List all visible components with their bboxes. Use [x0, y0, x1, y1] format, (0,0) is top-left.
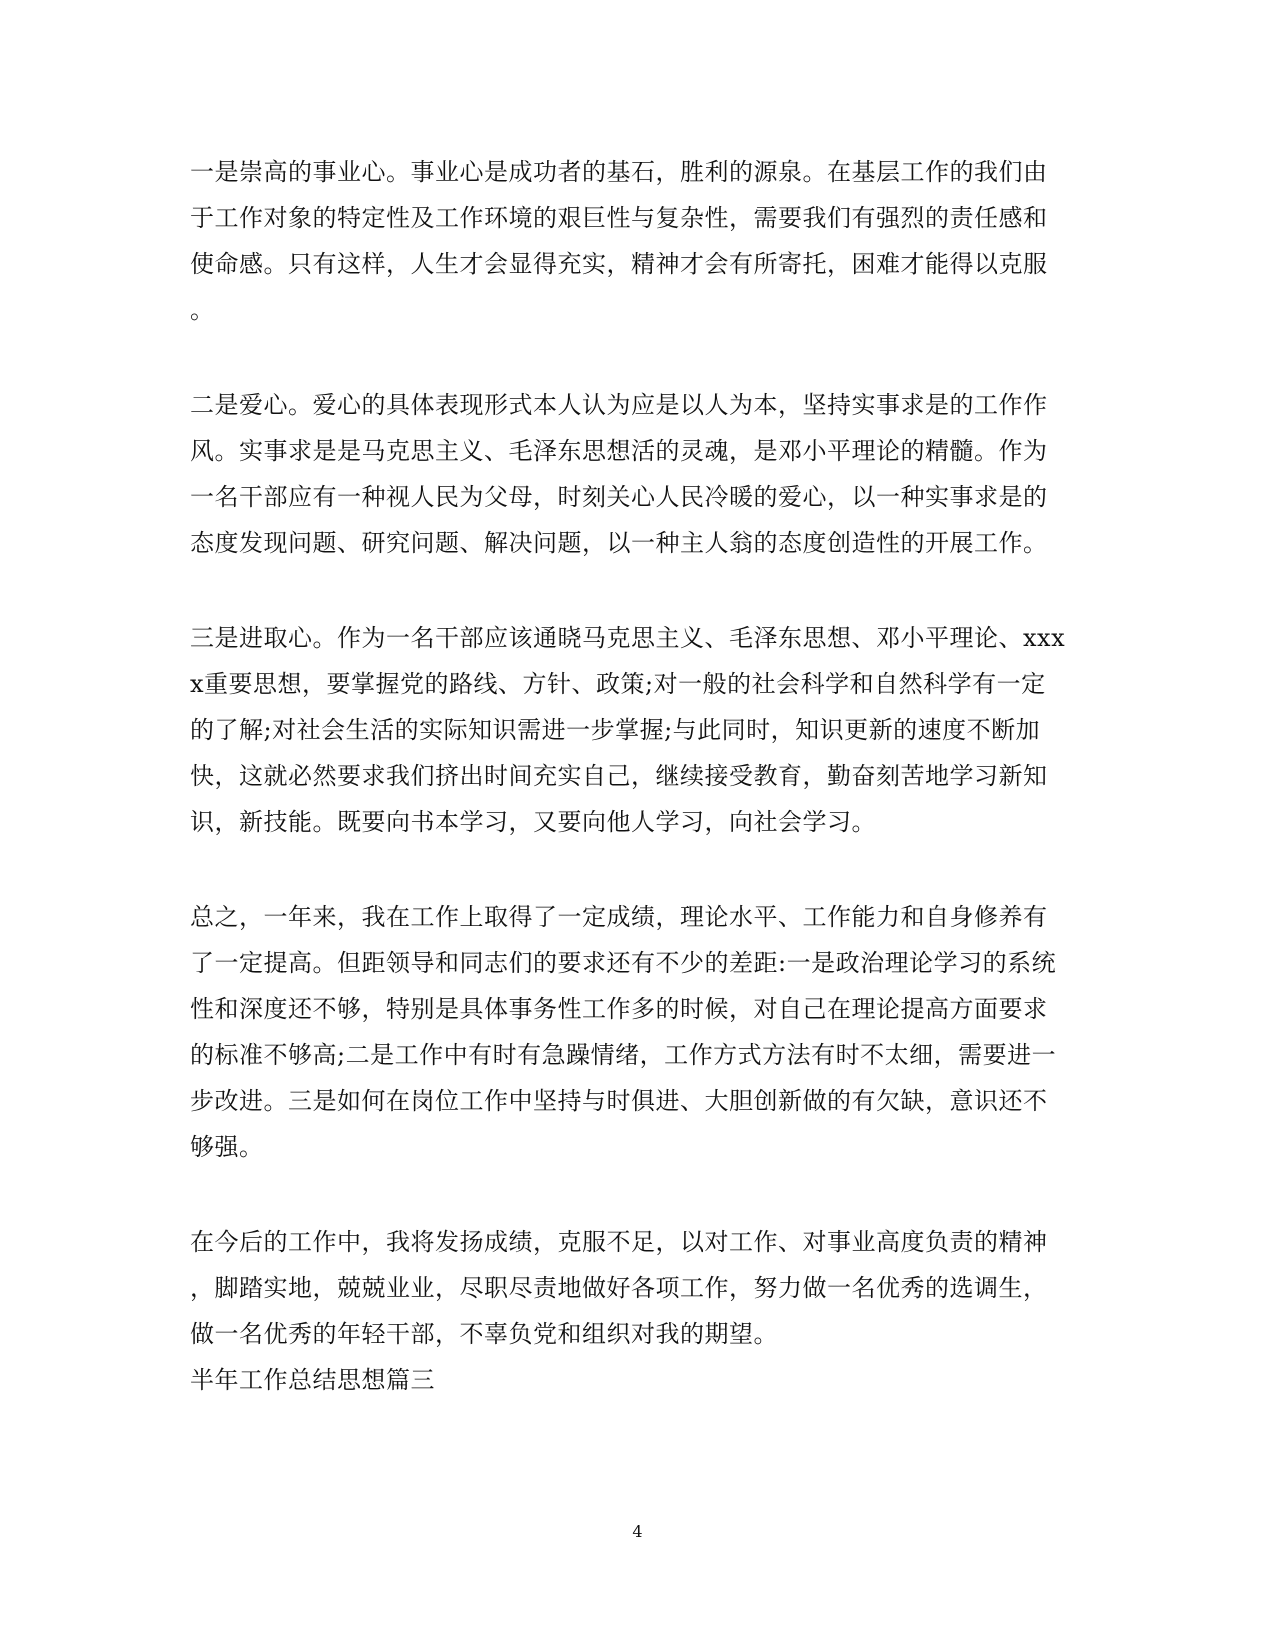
paragraph-2-line-4: 态度发现问题、研究问题、解决问题，以一种主人翁的态度创造性的开展工作。: [190, 529, 1048, 557]
paragraph-5-line-3: 做一名优秀的年轻干部，不辜负党和组织对我的期望。: [190, 1320, 778, 1348]
paragraph-2-line-3: 一名干部应有一种视人民为父母，时刻关心人民冷暖的爱心，以一种实事求是的: [190, 483, 1048, 511]
paragraph-3-line-4: 快，这就必然要求我们挤出时间充实自己，继续接受教育，勤奋刻苦地学习新知: [190, 762, 1048, 790]
paragraph-4-line-4: 的标准不够高;二是工作中有时有急躁情绪，工作方式方法有时不太细，需要进一: [190, 1041, 1057, 1069]
paragraph-4-line-5: 步改进。三是如何在岗位工作中坚持与时俱进、大胆创新做的有欠缺，意识还不: [190, 1087, 1048, 1115]
paragraph-3-line-3: 的了解;对社会生活的实际知识需进一步掌握;与此同时，知识更新的速度不断加: [190, 716, 1041, 744]
paragraph-2-line-1: 二是爱心。爱心的具体表现形式本人认为应是以人为本，坚持实事求是的工作作: [190, 391, 1048, 419]
page-number: 4: [632, 1522, 643, 1541]
paragraph-4-line-3: 性和深度还不够，特别是具体事务性工作多的时候，对自己在理论提高方面要求: [190, 995, 1048, 1023]
paragraph-3-line-1: 三是进取心。作为一名干部应该通晓马克思主义、毛泽东思想、邓小平理论、xxx: [190, 624, 1066, 652]
paragraph-5-line-1: 在今后的工作中，我将发扬成绩，克服不足，以对工作、对事业高度负责的精神: [190, 1228, 1048, 1256]
paragraph-3-line-5: 识，新技能。既要向书本学习，又要向他人学习，向社会学习。: [190, 808, 876, 836]
paragraph-1-line-3: 使命感。只有这样，人生才会显得充实，精神才会有所寄托，困难才能得以克服: [190, 250, 1048, 278]
paragraph-3-line-2: x重要思想，要掌握党的路线、方针、政策;对一般的社会科学和自然科学有一定: [190, 670, 1046, 698]
paragraph-1-line-4: 。: [190, 296, 215, 324]
paragraph-5-line-2: ，脚踏实地，兢兢业业，尽职尽责地做好各项工作，努力做一名优秀的选调生，: [190, 1274, 1048, 1302]
paragraph-4-line-1: 总之，一年来，我在工作上取得了一定成绩，理论水平、工作能力和自身修养有: [190, 903, 1048, 931]
paragraph-2-line-2: 风。实事求是是马克思主义、毛泽东思想活的灵魂，是邓小平理论的精髓。作为: [190, 437, 1048, 465]
paragraph-4-line-2: 了一定提高。但距领导和同志们的要求还有不少的差距:一是政治理论学习的系统: [190, 949, 1057, 977]
paragraph-4-line-6: 够强。: [190, 1133, 264, 1161]
paragraph-1-line-2: 于工作对象的特定性及工作环境的艰巨性与复杂性，需要我们有强烈的责任感和: [190, 204, 1048, 232]
section-heading: 半年工作总结思想篇三: [190, 1366, 435, 1394]
paragraph-1-line-1: 一是崇高的事业心。事业心是成功者的基石，胜利的源泉。在基层工作的我们由: [190, 158, 1048, 186]
